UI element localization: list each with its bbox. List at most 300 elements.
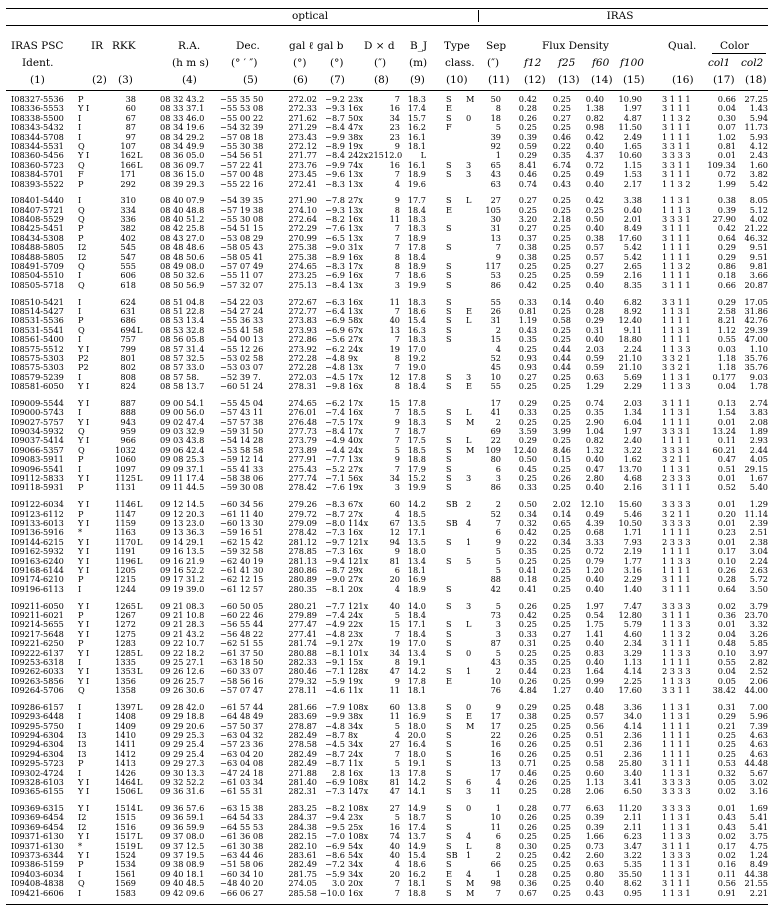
cell-iras-psc: I09144-6215 bbox=[11, 536, 64, 547]
cell-iras-psc: I09083-5911 bbox=[11, 454, 64, 465]
cell-gal-b: −4.4 bbox=[325, 444, 345, 455]
cell-sep: 5 bbox=[495, 564, 501, 575]
cell-gal-l: 279.26 bbox=[288, 499, 317, 510]
cell-ir: Q bbox=[78, 204, 85, 215]
cell-f12: 0.42 bbox=[518, 279, 537, 290]
cell-iras-psc: I08408-5529 bbox=[11, 214, 64, 225]
table-row-group bbox=[0, 95, 774, 189]
cell-col2: 3.26 bbox=[749, 628, 768, 639]
cell-qual: 1 1 3 1 bbox=[662, 868, 691, 879]
cell-col2: 21.22 bbox=[744, 223, 768, 234]
cell-size-d: 17x bbox=[348, 397, 364, 408]
cell-type-class: E bbox=[466, 305, 472, 316]
cell-type: S bbox=[446, 859, 452, 870]
cell-size-d: 147x bbox=[348, 786, 369, 797]
cell-f25: 0.25 bbox=[552, 305, 571, 316]
cell-f60: 0.39 bbox=[585, 821, 604, 832]
cell-qual: 1 1 3 3 bbox=[662, 343, 691, 354]
cell-dec: −57 23 36 bbox=[220, 739, 264, 750]
cell-gal-b: −9.8 bbox=[325, 381, 345, 392]
cell-dec: −54 56 51 bbox=[220, 150, 264, 161]
cell-f25: 0.26 bbox=[552, 473, 571, 484]
table-row bbox=[0, 151, 774, 160]
cell-iras-psc: I09096-5541 bbox=[11, 463, 64, 474]
cell-iras-psc: I08581-6050 bbox=[11, 381, 64, 392]
cell-sep: 22 bbox=[490, 729, 501, 740]
cell-col2: 20.87 bbox=[744, 279, 768, 290]
cell-type: S bbox=[446, 647, 452, 658]
cell-f100: 2.36 bbox=[623, 729, 642, 740]
cell-dec: −61 55 31 bbox=[220, 786, 264, 797]
cell-f100: 1.71 bbox=[623, 527, 642, 538]
cell-ra: 08 40 48.8 bbox=[160, 204, 205, 215]
cell-gal-l: 282.31 bbox=[288, 786, 317, 797]
cell-iras-psc: I09211-6021 bbox=[11, 609, 64, 620]
col-header-col2: col2 bbox=[741, 57, 764, 69]
cell-iras-psc: I08384-5701 bbox=[11, 169, 64, 180]
cell-f12: 0.46 bbox=[518, 169, 537, 180]
cell-type: S bbox=[446, 482, 452, 493]
cell-col2: 4.63 bbox=[749, 739, 768, 750]
cell-ir: I2 bbox=[78, 242, 87, 253]
cell-col1: 0.18 bbox=[717, 270, 736, 281]
cell-col2: 8.49 bbox=[749, 859, 768, 870]
cell-ir: P bbox=[78, 178, 84, 189]
cell-f12: 0.34 bbox=[518, 508, 537, 519]
cell-gal-b: −8.6 bbox=[325, 850, 345, 861]
cell-gal-l: 272.64 bbox=[288, 214, 317, 225]
table-row bbox=[0, 196, 774, 205]
cell-col2: 4.05 bbox=[749, 454, 768, 465]
cell-f60: 0.40 bbox=[585, 296, 604, 307]
cell-size-dd: 20 bbox=[389, 868, 400, 879]
cell-sep: 31 bbox=[490, 223, 501, 234]
cell-sep: 105 bbox=[485, 204, 501, 215]
cell-type: E bbox=[446, 103, 452, 114]
cell-iras-psc: I08338-5500 bbox=[11, 112, 64, 123]
cell-size-d: 108x bbox=[348, 701, 369, 712]
cell-col1: 0.04 bbox=[717, 628, 736, 639]
cell-f60: 4.39 bbox=[585, 517, 604, 528]
cell-f25: 0.25 bbox=[552, 223, 571, 234]
cell-sep: 17 bbox=[490, 720, 501, 731]
cell-gal-b: −9.9 bbox=[325, 711, 345, 722]
col-number: (6) bbox=[293, 74, 308, 86]
cell-f12: 0.37 bbox=[518, 232, 537, 243]
cell-size-d: 27x bbox=[348, 508, 364, 519]
cell-f100: 6.50 bbox=[623, 786, 642, 797]
cell-f25: 0.25 bbox=[552, 729, 571, 740]
cell-type: S bbox=[446, 887, 452, 898]
cell-bj: 19.1 bbox=[407, 758, 426, 769]
cell-bj: 14.2 bbox=[407, 666, 426, 677]
cell-gal-b: −8.3 bbox=[325, 499, 345, 510]
cell-col2: 2.24 bbox=[749, 555, 768, 566]
cell-f25: 0.25 bbox=[552, 407, 571, 418]
cell-gal-l: 271.77 bbox=[288, 150, 317, 161]
cell-size-dd: 9 bbox=[394, 195, 400, 206]
cell-f60: 4.37 bbox=[585, 150, 604, 161]
cell-gal-l: 272.86 bbox=[288, 334, 317, 345]
cell-gal-b: −6.4 bbox=[325, 305, 345, 316]
cell-ra: 09 40 48.5 bbox=[160, 878, 205, 889]
cell-size-d: 121x bbox=[348, 555, 369, 566]
cell-bj: 13.4 bbox=[407, 647, 426, 658]
cell-ra: 09 21 08.3 bbox=[160, 600, 205, 611]
cell-gal-l: 279.89 bbox=[288, 609, 317, 620]
cell-f25: 0.25 bbox=[552, 831, 571, 842]
cell-gal-b: −7.7 bbox=[325, 600, 345, 611]
cell-sep: 6 bbox=[495, 463, 501, 474]
cell-f12: 0.26 bbox=[518, 812, 537, 823]
cell-gal-b: −8.7 bbox=[325, 112, 345, 123]
cell-size-dd: 20 bbox=[389, 574, 400, 585]
cell-col1: 0.28 bbox=[717, 574, 736, 585]
cell-ra: 09 29 20.6 bbox=[160, 720, 205, 731]
cell-size-dd: 4 bbox=[394, 178, 400, 189]
cell-sep: 10 bbox=[490, 675, 501, 686]
cell-sep: 30 bbox=[490, 214, 501, 225]
cell-size-dd: 60 bbox=[389, 499, 400, 510]
cell-dec: −59 32 58 bbox=[220, 546, 264, 557]
cell-col1: 0.04 bbox=[717, 381, 736, 392]
cell-ir: Y I bbox=[78, 103, 90, 114]
cell-sep: 17 bbox=[490, 767, 501, 778]
table-row bbox=[0, 234, 774, 243]
cell-sep: 52 bbox=[490, 352, 501, 363]
cell-gal-l: 283.61 bbox=[288, 850, 317, 861]
cell-col2: 2.38 bbox=[749, 536, 768, 547]
col-number: (13) bbox=[558, 74, 580, 86]
cell-sep: 86 bbox=[490, 279, 501, 290]
cell-ra: 09 11 17.4 bbox=[160, 473, 205, 484]
table-row bbox=[0, 224, 774, 233]
cell-iras-psc: I09386-5159 bbox=[11, 859, 64, 870]
cell-f60: 0.59 bbox=[585, 270, 604, 281]
cell-f25: 0.25 bbox=[552, 638, 571, 649]
cell-bj: 19.6 bbox=[407, 178, 426, 189]
cell-sep: 55 bbox=[490, 381, 501, 392]
cell-rkk: 1060 bbox=[115, 454, 136, 465]
cell-f12: 0.25 bbox=[518, 416, 537, 427]
cell-gal-b: −7.3 bbox=[325, 786, 345, 797]
cell-bj: 18.9 bbox=[407, 583, 426, 594]
cell-f60: 1.97 bbox=[585, 600, 604, 611]
cell-f12: 0.25 bbox=[518, 122, 537, 133]
cell-rkk: 686 bbox=[120, 315, 136, 326]
cell-qual: 1 1 1 1 bbox=[662, 131, 691, 142]
cell-f12: 0.25 bbox=[518, 831, 537, 842]
cell-dec: −61 41 30 bbox=[220, 564, 264, 575]
cell-size-d: 108x bbox=[348, 803, 369, 814]
cell-gal-b: −8.7 bbox=[325, 564, 345, 575]
cell-sep: 3 bbox=[495, 619, 501, 630]
cell-gal-l: 278.11 bbox=[288, 685, 317, 696]
cell-size-dd: 34 bbox=[389, 112, 400, 123]
cell-size-dd: 13 bbox=[389, 767, 400, 778]
cell-gal-l: 278.31 bbox=[288, 381, 317, 392]
cell-gal-b: −8.7 bbox=[325, 748, 345, 759]
cell-ir: Y I bbox=[78, 381, 90, 392]
cell-f60: 0.48 bbox=[585, 701, 604, 712]
cell-sep: 2 bbox=[495, 416, 501, 427]
cell-dec: −61 30 38 bbox=[220, 840, 264, 851]
cell-gal-l: 272.28 bbox=[288, 362, 317, 373]
cell-gal-b: −4.8 bbox=[325, 720, 345, 731]
cell-size-d: 67x bbox=[348, 499, 364, 510]
cell-sep: 1 bbox=[495, 868, 501, 879]
cell-dec: −63 04 20 bbox=[220, 748, 264, 759]
cell-col2: 9.81 bbox=[749, 261, 768, 272]
cell-f25: 0.77 bbox=[552, 803, 571, 814]
cell-f60: 2.06 bbox=[585, 786, 604, 797]
table-row bbox=[0, 408, 774, 417]
cell-gal-b: −9.6 bbox=[325, 169, 345, 180]
cell-bj: 17.8 bbox=[407, 397, 426, 408]
cell-sep: 42 bbox=[490, 583, 501, 594]
cell-gal-b: −7.9 bbox=[325, 701, 345, 712]
cell-iras-psc: I08401-5440 bbox=[11, 195, 64, 206]
cell-f25: 0.25 bbox=[552, 647, 571, 658]
cell-ir: Y I bbox=[78, 150, 90, 161]
col-header-type-class: class. bbox=[445, 57, 475, 69]
cell-size-d: 38x bbox=[348, 131, 364, 142]
cell-gal-l: 271.88 bbox=[288, 767, 317, 778]
cell-iras-psc: I08505-5718 bbox=[11, 279, 64, 290]
cell-dec: −62 12 15 bbox=[220, 574, 264, 585]
cell-bj: 17.5 bbox=[407, 435, 426, 446]
cell-rkk: 1358 bbox=[115, 685, 136, 696]
table-row bbox=[0, 889, 774, 898]
cell-col2: 27.25 bbox=[744, 94, 768, 104]
cell-type: S bbox=[446, 831, 452, 842]
cell-col1: 0.16 bbox=[717, 859, 736, 870]
cell-sep: 86 bbox=[490, 482, 501, 493]
cell-bj: 18.1 bbox=[407, 141, 426, 151]
cell-flag: L bbox=[137, 600, 143, 611]
cell-size-dd: 7 bbox=[394, 362, 400, 373]
cell-gal-l: 281.12 bbox=[288, 536, 317, 547]
cell-qual: 3 3 1 1 bbox=[662, 141, 691, 151]
cell-f25: 0.25 bbox=[552, 527, 571, 538]
cell-rkk: 38 bbox=[125, 94, 136, 104]
cell-col1: 38.42 bbox=[712, 685, 736, 696]
cell-size-dd: 19 bbox=[389, 638, 400, 649]
col-units-bj: (m) bbox=[409, 57, 428, 69]
cell-f60: 0.68 bbox=[585, 527, 604, 538]
cell-size-dd: 7 bbox=[394, 232, 400, 243]
cell-ir: I bbox=[78, 371, 82, 382]
cell-dec: −55 41 33 bbox=[220, 463, 264, 474]
cell-type: S bbox=[446, 261, 452, 272]
table-row-group bbox=[0, 703, 774, 797]
cell-bj: 19.9 bbox=[407, 279, 426, 290]
cell-qual: 1 1 1 1 bbox=[662, 242, 691, 253]
cell-gal-l: 281.13 bbox=[288, 555, 317, 566]
cell-f60: 0.63 bbox=[585, 859, 604, 870]
cell-dec: −55 30 38 bbox=[220, 141, 264, 151]
cell-ir: Y I bbox=[78, 786, 90, 797]
cell-qual: 1 1 1 1 bbox=[662, 416, 691, 427]
cell-rkk: 1506 bbox=[115, 786, 136, 797]
cell-ir: Q bbox=[78, 159, 85, 170]
cell-f100: 15.60 bbox=[618, 499, 642, 510]
cell-qual: 3 3 1 1 bbox=[662, 159, 691, 170]
cell-col2: 2.52 bbox=[749, 666, 768, 677]
cell-qual: 1 1 3 1 bbox=[662, 812, 691, 823]
cell-f25: 0.25 bbox=[552, 195, 571, 206]
cell-f60: 0.47 bbox=[585, 463, 604, 474]
cell-qual: 3 1 1 1 bbox=[662, 482, 691, 493]
cell-ra: 09 26 30.6 bbox=[160, 685, 205, 696]
cell-f25: 0.27 bbox=[552, 628, 571, 639]
cell-f100: 2.11 bbox=[623, 812, 642, 823]
cell-rkk: 310 bbox=[120, 195, 136, 206]
cell-col1: 0.01 bbox=[717, 803, 736, 814]
cell-size-d: 19x bbox=[348, 482, 364, 493]
cell-col1: 0.29 bbox=[717, 242, 736, 253]
cell-ir: Q bbox=[78, 261, 85, 272]
cell-gal-l: 279.32 bbox=[288, 675, 317, 686]
cell-rkk: 1516 bbox=[115, 821, 136, 832]
table-row bbox=[0, 123, 774, 132]
cell-f100: 6.04 bbox=[623, 416, 642, 427]
cell-f60: 0.83 bbox=[585, 647, 604, 658]
cell-size-dd: 7 bbox=[394, 223, 400, 234]
cell-bj: 14.9 bbox=[407, 840, 426, 851]
cell-f60: 0.82 bbox=[585, 435, 604, 446]
cell-qual: 1 1 3 3 bbox=[662, 647, 691, 658]
cell-ra: 08 42 25.8 bbox=[160, 223, 205, 234]
cell-col1: 0.42 bbox=[717, 223, 736, 234]
col-units-dxd: (″) bbox=[374, 57, 387, 69]
cell-f12: 0.25 bbox=[518, 473, 537, 484]
cell-iras-psc: I09214-5655 bbox=[11, 619, 64, 630]
cell-bj: 16.2 bbox=[407, 868, 426, 879]
cell-gal-b: −8.7 bbox=[325, 508, 345, 519]
cell-iras-psc: I09262-6033 bbox=[11, 666, 64, 677]
cell-col1: 0.32 bbox=[717, 767, 736, 778]
cell-dec: −54 32 39 bbox=[220, 122, 264, 133]
cell-col1: 0.72 bbox=[717, 169, 736, 180]
cell-size-d: 11x bbox=[348, 758, 364, 769]
cell-ra: 09 19 39.0 bbox=[160, 583, 205, 594]
cell-iras-psc: I09371-6130 bbox=[11, 840, 64, 851]
cell-size-d: 16x bbox=[348, 270, 364, 281]
table-row-group bbox=[0, 500, 774, 594]
cell-dec: −55 12 26 bbox=[220, 343, 264, 354]
cell-dec: −48 40 20 bbox=[220, 878, 264, 889]
cell-bj: 18.3 bbox=[407, 94, 426, 104]
cell-gal-b: −8.3 bbox=[325, 178, 345, 189]
cell-f60: 12.10 bbox=[580, 499, 604, 510]
cell-f25: 0.34 bbox=[552, 536, 571, 547]
cell-f60: 0.40 bbox=[585, 638, 604, 649]
cell-type: S bbox=[446, 315, 452, 326]
cell-qual: 1 1 3 2 bbox=[662, 628, 691, 639]
cell-type: F bbox=[446, 122, 452, 133]
cell-bj: 19.1 bbox=[407, 656, 426, 667]
cell-col1: 1.12 bbox=[717, 324, 736, 335]
cell-f100: 10.90 bbox=[618, 94, 642, 104]
cell-ir: Y I bbox=[78, 473, 90, 484]
cell-ir: I bbox=[78, 131, 82, 142]
cell-gal-l: 281.66 bbox=[288, 701, 317, 712]
col-number: (5) bbox=[243, 74, 258, 86]
cell-rkk: 166 bbox=[120, 159, 136, 170]
cell-size-dd: 9 bbox=[394, 675, 400, 686]
cell-qual: 1 1 1 1 bbox=[662, 546, 691, 557]
cell-qual: 3 3 2 1 bbox=[662, 362, 691, 373]
cell-dec: −57 00 48 bbox=[220, 169, 264, 180]
cell-type: S bbox=[446, 758, 452, 769]
cell-bj: 14.9 bbox=[407, 803, 426, 814]
cell-dec: −60 34 56 bbox=[220, 499, 264, 510]
cell-type: S bbox=[446, 169, 452, 180]
cell-f25: 0.25 bbox=[552, 574, 571, 585]
cell-size-d: 16x bbox=[348, 251, 364, 262]
cell-rkk: 1464 bbox=[115, 776, 136, 787]
cell-f12: 0.45 bbox=[518, 463, 537, 474]
cell-type: S bbox=[446, 729, 452, 740]
cell-size-d: 11x bbox=[348, 685, 364, 696]
cell-type: S bbox=[446, 628, 452, 639]
table-top-rule bbox=[6, 8, 768, 9]
col-units-gal-b: (°) bbox=[330, 57, 344, 69]
cell-col2: 5.93 bbox=[749, 131, 768, 142]
cell-rkk: 107 bbox=[120, 141, 136, 151]
cell-gal-b: −6.2 bbox=[325, 397, 345, 408]
cell-bj: 14.0 bbox=[407, 600, 426, 611]
cell-rkk: 1191 bbox=[115, 546, 136, 557]
col-header-f60: f60 bbox=[592, 57, 610, 69]
cell-ir: I bbox=[78, 583, 82, 594]
cell-f25: 2.18 bbox=[552, 214, 571, 225]
cell-flag: L bbox=[137, 555, 143, 566]
col-units-ra: (h m s) bbox=[172, 57, 209, 69]
cell-size-dd: 8 bbox=[394, 251, 400, 262]
cell-f25: 0.44 bbox=[552, 362, 571, 373]
cell-f100: 3.22 bbox=[623, 850, 642, 861]
cell-ra: 09 26 25.7 bbox=[160, 675, 205, 686]
cell-f12: 0.18 bbox=[518, 574, 537, 585]
cell-type-class: M bbox=[466, 94, 475, 104]
cell-type-class: M bbox=[466, 416, 475, 427]
cell-iras-psc: I09112-5833 bbox=[11, 473, 64, 484]
cell-ir: Q bbox=[78, 279, 85, 290]
cell-ra: 08 50 56.9 bbox=[160, 279, 205, 290]
cell-size-d: 34x bbox=[348, 859, 364, 870]
cell-type-class: 1 bbox=[466, 850, 472, 861]
cell-dec: −58 05 43 bbox=[220, 242, 264, 253]
cell-col1: 0.66 bbox=[717, 279, 736, 290]
cell-ra: 09 40 18.1 bbox=[160, 868, 205, 879]
cell-col2: 2.21 bbox=[749, 887, 768, 898]
cell-f60: 1.29 bbox=[585, 381, 604, 392]
cell-bj: 18.4 bbox=[407, 609, 426, 620]
cell-bj: 19.2 bbox=[407, 352, 426, 363]
cell-bj: 18.9 bbox=[407, 169, 426, 180]
cell-f25: 0.22 bbox=[552, 141, 571, 151]
cell-size-dd: 5 bbox=[394, 812, 400, 823]
cell-gal-l: 280.89 bbox=[288, 574, 317, 585]
cell-qual: 1 1 3 3 bbox=[662, 831, 691, 842]
cell-gal-l: 284.38 bbox=[288, 821, 317, 832]
cell-bj: 18.5 bbox=[407, 444, 426, 455]
cell-f60: 0.40 bbox=[585, 454, 604, 465]
table-row-group bbox=[0, 399, 774, 493]
cell-col1: 0.11 bbox=[717, 435, 736, 446]
